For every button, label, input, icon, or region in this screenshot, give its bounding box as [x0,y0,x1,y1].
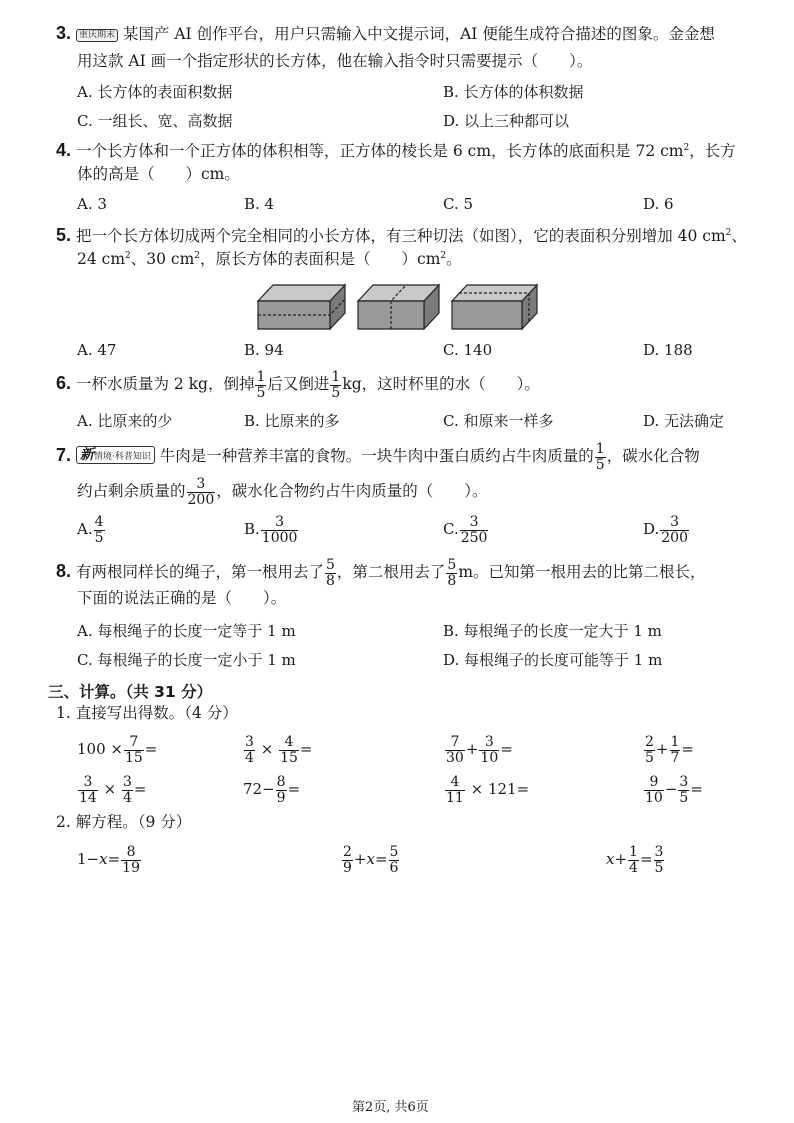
equation-3: x+ $\frac{1}{4}$ = $\frac{3}{5}$ [606,844,664,876]
q8-option-d[interactable]: D. 每根绳子的长度可能等于 1 m [443,651,663,669]
fraction: $\frac{1}{5}$ [331,369,341,401]
q4-option-d[interactable]: D. 6 [643,195,674,213]
cuboid-cuts-figure [255,281,545,331]
question-5-line1: 5. 把一个长方体切成两个完全相同的小长方体，有三种切法（如图），它的表面积分别增加 40 $cm^2$、 [56,225,747,245]
calc-2-3: $\frac{4}{11}$ × 121= [446,774,530,806]
subsection-solve-equations: 2. 解方程。（9 分） [56,813,192,831]
subsection-direct-answer: 1. 直接写出得数。（4 分） [56,704,238,722]
q3-option-a[interactable]: A. 长方体的表面积数据 [77,83,233,101]
q7-option-a[interactable]: A. $\frac{4}{5}$ [77,514,104,546]
question-3-line1: 3. 重庆期末 某国产 AI 创作平台，用户只需输入中文提示词，AI 便能生成符合描述的图象。金金想 [56,23,715,43]
q8-option-a[interactable]: A. 每根绳子的长度一定等于 1 m [77,622,296,640]
question-4-line1: 4. 一个长方体和一个正方体的体积相等，正方体的棱长是 6 cm，长方体的底面积是 72 $cm^2$，长方 [56,140,736,160]
fraction: $\frac{5}{8}$ [447,557,457,589]
calc-2-1: $\frac{3}{14}$ × $\frac{3}{4}$ = [79,774,147,806]
calc-1-2: $\frac{3}{4}$ × $\frac{4}{15}$ = [245,734,313,766]
q4-option-a[interactable]: A. 3 [77,195,107,213]
q5-option-c[interactable]: C. 140 [443,341,493,359]
q3-option-d[interactable]: D. 以上三种都可以 [443,112,570,130]
source-tag: 重庆期末 [76,29,118,42]
q6-option-c[interactable]: C. 和原来一样多 [443,412,554,430]
calc-1-3: $\frac{7}{30}$ + $\frac{3}{10}$ = [446,734,513,766]
calc-2-2: 72− $\frac{8}{9}$ = [243,774,301,806]
q6-option-b[interactable]: B. 比原来的多 [244,412,340,430]
question-5-line2: 24 $cm^2$、30 $cm^2$，原长方体的表面积是（ ）$cm^2$。 [77,250,462,269]
calc-1-1: 100 × $\frac{7}{15}$ = [77,734,158,766]
question-7-line2: 约占剩余质量的 $\frac{3}{200}$ ，碳水化合物约占牛肉质量的（ ）。 [77,476,488,508]
q3-option-c[interactable]: C. 一组长、宽、高数据 [77,112,233,130]
q8-option-c[interactable]: C. 每根绳子的长度一定小于 1 m [77,651,296,669]
calc-2-4: $\frac{9}{10}$ − $\frac{3}{5}$ = [645,774,703,806]
q5-option-a[interactable]: A. 47 [77,341,117,359]
q8-option-b[interactable]: B. 每根绳子的长度一定大于 1 m [443,622,662,640]
q7-option-c[interactable]: C. $\frac{3}{250}$ [443,514,488,546]
equation-2: $\frac{2}{9}$ +x= $\frac{5}{6}$ [343,844,399,876]
q7-option-d[interactable]: D. $\frac{3}{200}$ [643,514,688,546]
calc-1-4: $\frac{2}{5}$ + $\frac{1}{7}$ = [645,734,694,766]
section-title: 三、计算。（共 31 分） [48,683,213,701]
question-6: 6. 一杯水质量为 2 kg，倒掉 $\frac{1}{5}$ 后又倒进 $\frac{1}{5}$ kg，这时杯里的水（ ）。 [56,369,540,401]
cuboid-cut-vertical-side [452,285,537,329]
new-context-tag: 新情境·科普知识 [76,446,155,464]
question-7-line1: 7. 新情境·科普知识 牛肉是一种营养丰富的食物。一块牛肉中蛋白质约占牛肉质量的 $\frac{1}{5}$ ，碳水化合物 [56,441,700,473]
fraction: $\frac{3}{200}$ [187,476,215,508]
equation-1: 1−x= $\frac{8}{19}$ [77,844,140,876]
q6-option-d[interactable]: D. 无法确定 [643,412,725,430]
fraction: $\frac{1}{5}$ [595,441,605,473]
cuboid-cut-horizontal [258,285,345,329]
q3-option-b[interactable]: B. 长方体的体积数据 [443,83,584,101]
q4-option-c[interactable]: C. 5 [443,195,474,213]
question-8-line1: 8. 有两根同样长的绳子，第一根用去了 $\frac{5}{8}$ ，第二根用去了 $\frac{5}{8}$ m。已知第一根用去的比第二根长， [56,557,706,589]
q4-option-b[interactable]: B. 4 [244,195,275,213]
question-8-line2: 下面的说法正确的是（ ）。 [77,589,287,607]
q7-option-b[interactable]: B. $\frac{3}{1000}$ [244,514,298,546]
page-number: 第2页, 共6页 [352,1100,429,1115]
question-3-line2: 用这款 AI 画一个指定形状的长方体，他在输入指令时只需要提示（ ）。 [77,52,593,70]
q6-option-a[interactable]: A. 比原来的少 [77,412,173,430]
cuboid-cut-vertical-front [358,285,439,329]
q5-option-d[interactable]: D. 188 [643,341,693,359]
q5-option-b[interactable]: B. 94 [244,341,284,359]
fraction: $\frac{5}{8}$ [325,557,335,589]
question-4-line2: 体的高是（ ）cm。 [77,165,240,183]
fraction: $\frac{1}{5}$ [256,369,266,401]
